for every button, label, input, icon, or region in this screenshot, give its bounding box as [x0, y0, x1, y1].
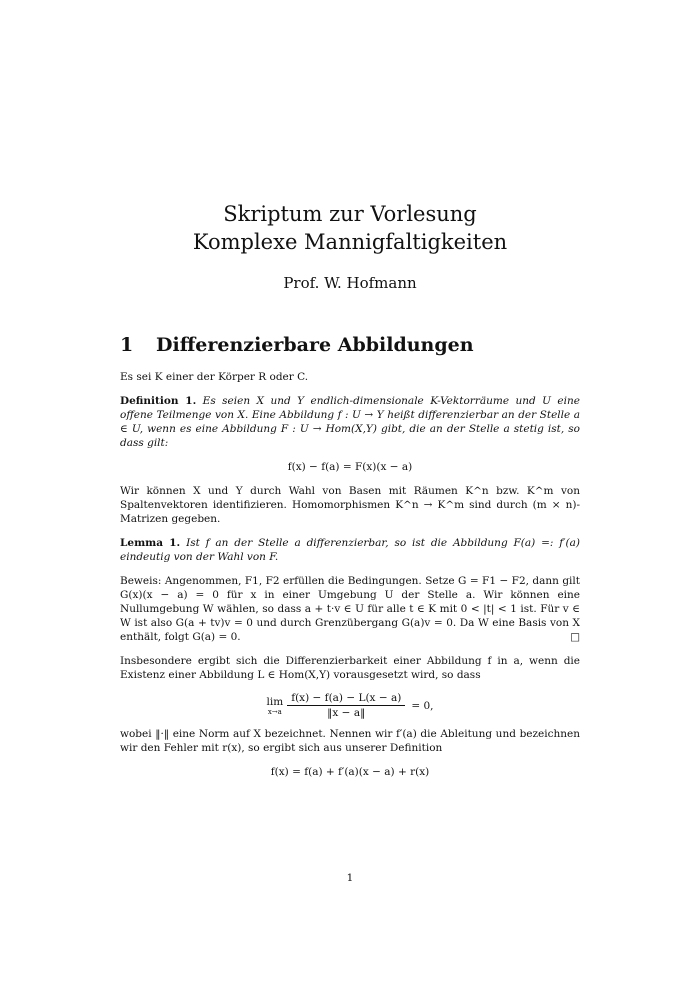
intro-paragraph: Es sei K einer der Körper R oder C. — [120, 371, 309, 383]
page-number: 1 — [346, 872, 354, 884]
title-block — [0, 200, 700, 292]
final-formula: f(x) = f(a) + f′(a)(x − a) + r(x) — [270, 766, 430, 778]
after-limit-paragraph: wobei ‖·‖ eine Norm auf X bezeichnet. Nennen wir f′(a) die Ableitung und bezeichnen wir den Fehler mit r(x), so ergibt sich aus unserer Definition — [120, 728, 580, 754]
section-title: Differenzierbare Abbildungen — [156, 334, 474, 356]
limit-operator — [267, 696, 284, 716]
limit-result: = 0, — [411, 699, 434, 712]
limit-fraction — [287, 692, 405, 719]
lemma-text: Ist f an der Stelle a differenzierbar, so ist die Abbildung F(a) =: f′(a) eindeutig von der Wahl von F. — [120, 537, 580, 563]
section-number: 1 — [120, 334, 134, 356]
section-heading — [120, 334, 580, 356]
limit-op-text: lim — [266, 695, 284, 708]
section-1 — [120, 334, 580, 789]
author: Prof. W. Hofmann — [283, 274, 417, 292]
limit-numerator: f(x) − f(a) − L(x − a) — [287, 692, 405, 706]
definition-formula: f(x) − f(a) = F(x)(x − a) — [287, 461, 413, 473]
norm-paragraph: Insbesondere ergibt sich die Differenzierbarkeit einer Abbildung f in a, wenn die Existenz einer Abbildung L ∈ Hom(X,Y) vorausgesetzt wird, so dass — [120, 655, 580, 681]
limit-denominator: ‖x − a‖ — [327, 707, 366, 719]
limit-formula — [120, 692, 580, 719]
document-title-line-2: Komplexe Mannigfaltigkeiten — [192, 230, 508, 254]
lemma-paragraph — [120, 536, 580, 564]
definition-paragraph — [120, 394, 580, 450]
limit-subscript: x→a — [267, 707, 282, 716]
qed-symbol: □ — [570, 631, 580, 643]
proof-paragraph — [120, 574, 580, 644]
definition-label: Definition 1. — [120, 395, 197, 407]
document-title-line-1: Skriptum zur Vorlesung — [223, 202, 477, 226]
lemma-label: Lemma 1. — [120, 537, 181, 549]
proof-text: Beweis: Angenommen, F1, F2 erfüllen die Bedingungen. Setze G = F1 − F2, dann gilt G(x)(x − a) = 0 für x in einer Umgebung U der Stelle a. Wir können eine Nullumgebung W wählen, so dass a + t·v ∈ U für alle t ∈ K mit 0 < |t| < 1 ist. Für v ∈ W ist also G(a + tv)v = 0 und durch Grenzübergang G(a)v = 0. Da W eine Basis von X enthält, folgt G(a) = 0. — [120, 575, 580, 643]
basis-paragraph: Wir können X und Y durch Wahl von Basen mit Räumen K^n bzw. K^m von Spaltenvektoren identifizieren. Homomorphismen K^n → K^m sind durch (m × n)-Matrizen gegeben. — [120, 485, 580, 525]
definition-text: Es seien X und Y endlich-dimensionale K-Vektorräume und U eine offene Teilmenge von X. Eine Abbildung f : U → Y heißt differenzierbar an der Stelle a ∈ U, wenn es eine Abbildung F : U → Hom(X,Y) gibt, die an der Stelle a stetig ist, so dass gilt: — [120, 395, 580, 449]
